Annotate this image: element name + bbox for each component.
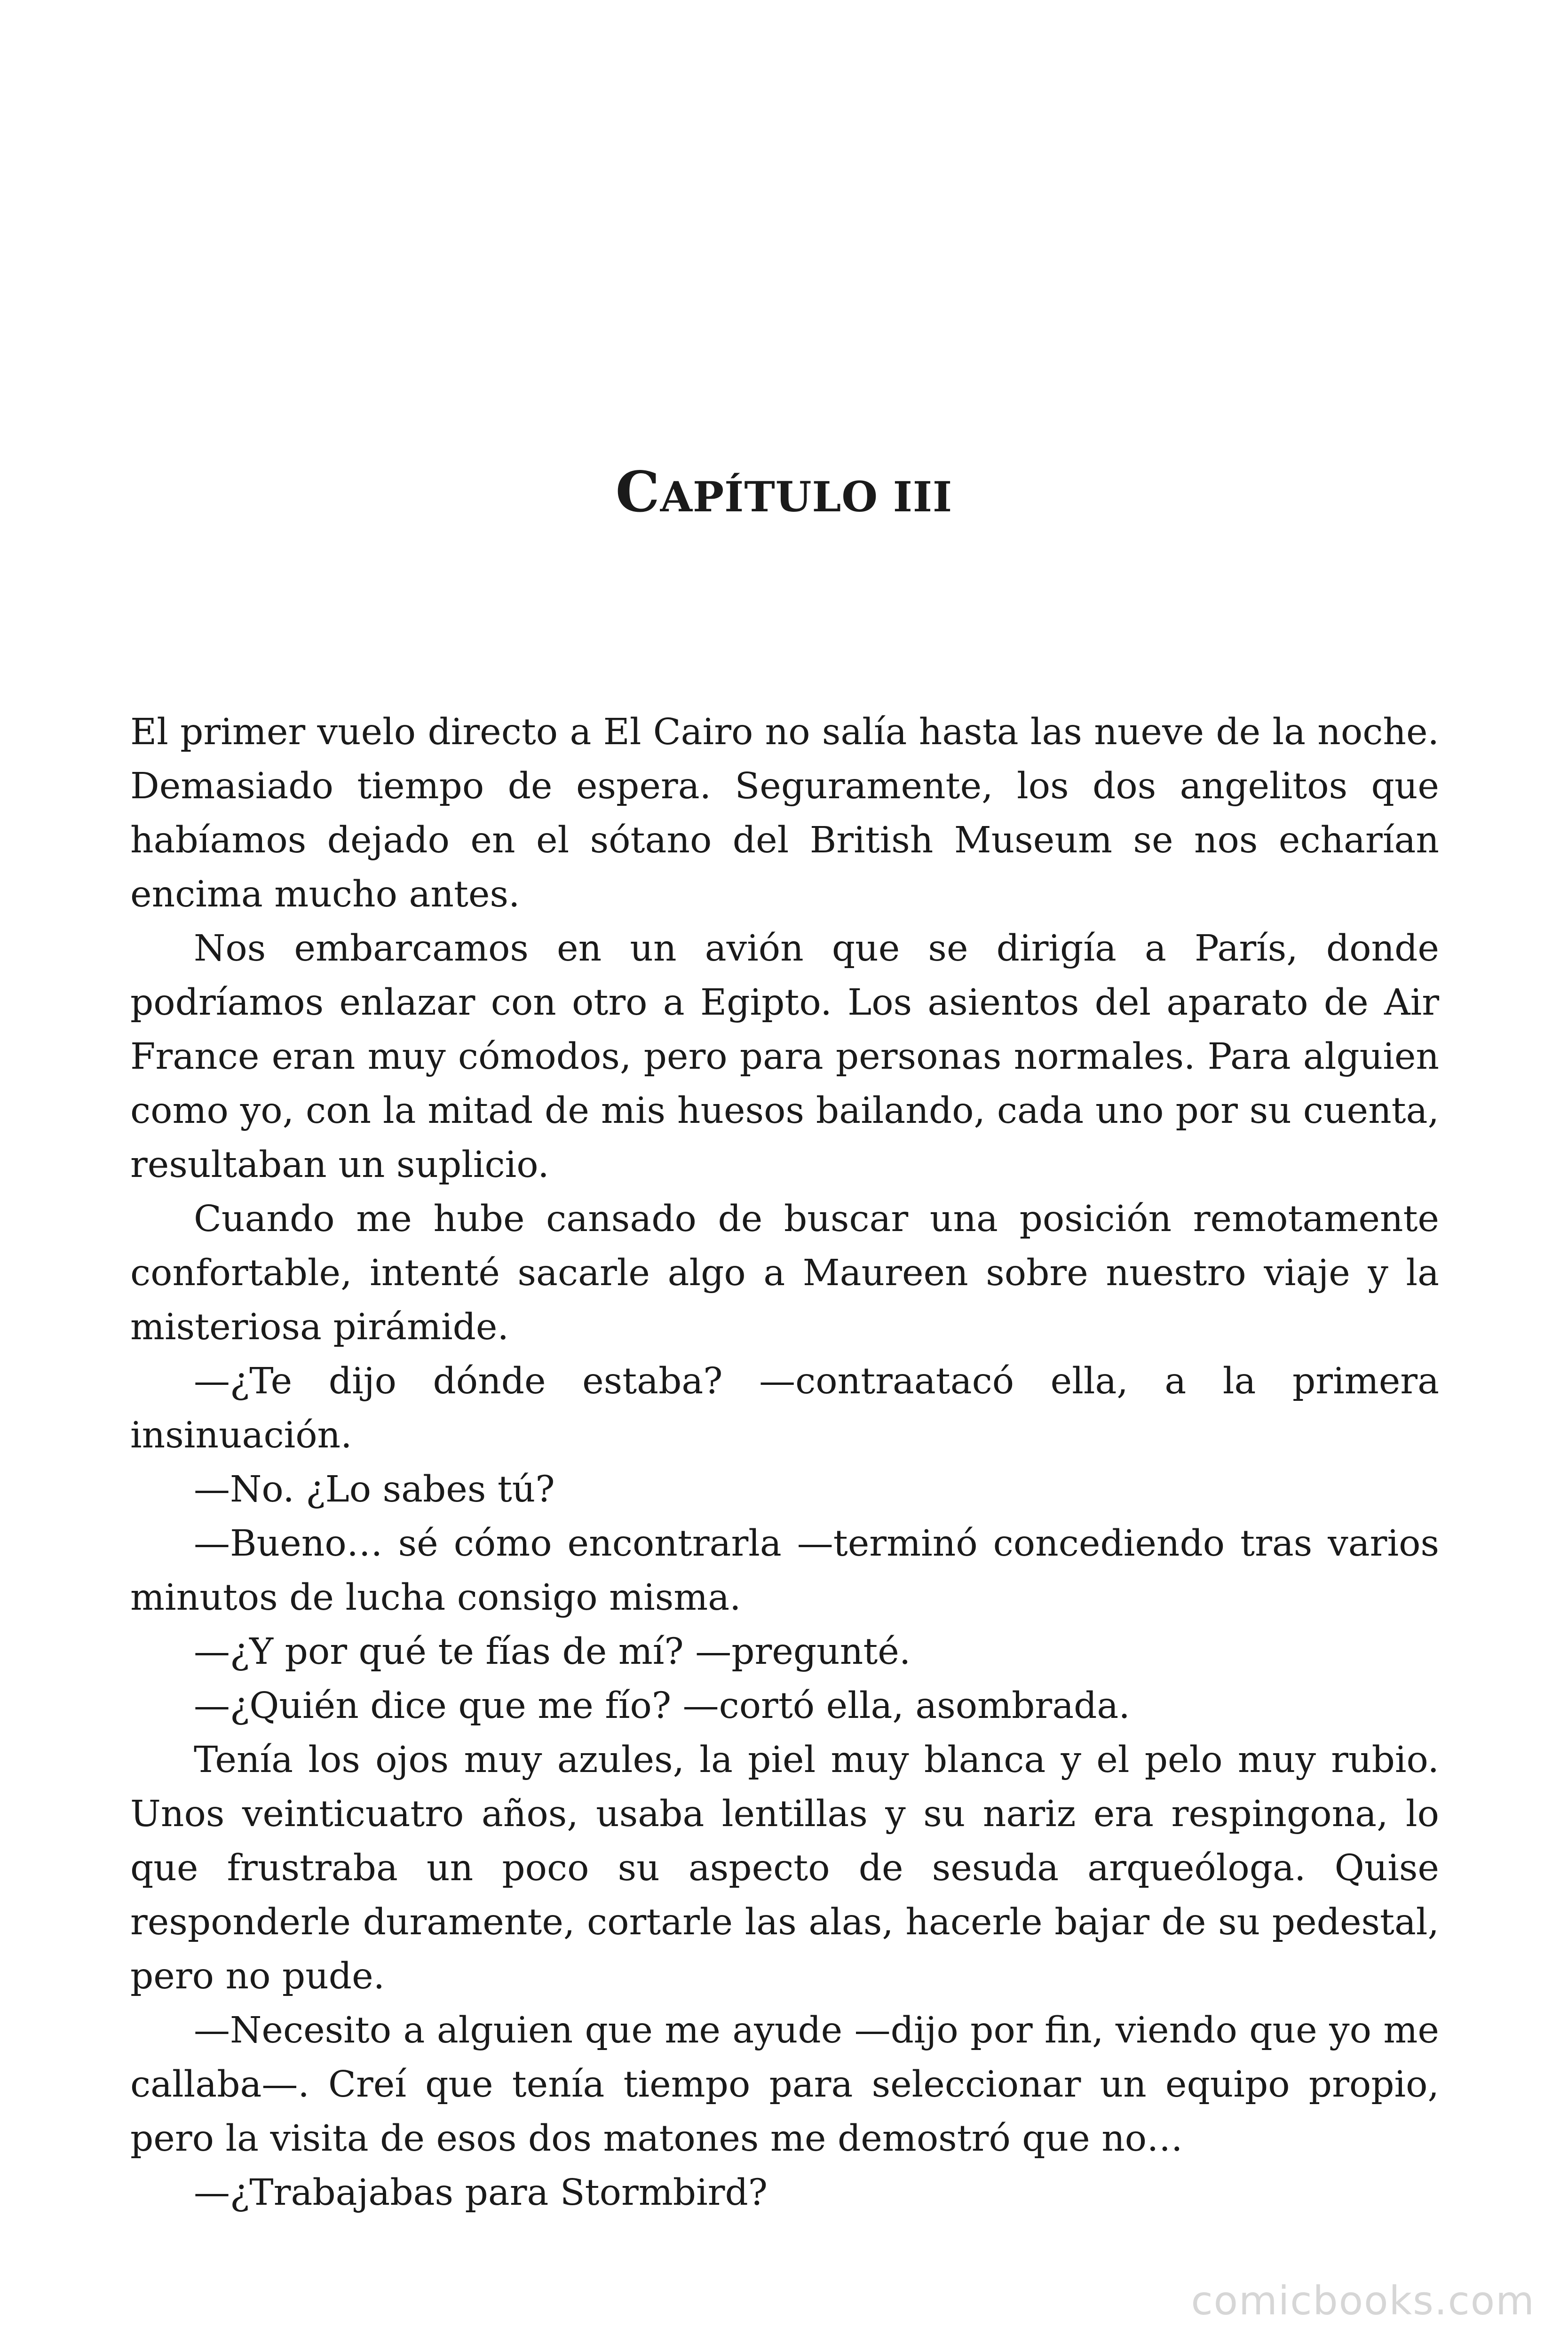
chapter-title xyxy=(0,459,1568,525)
paragraph: Nos embarcamos en un avión que se dirigía a París, donde podríamos enlazar con otro a Egipto. Los asientos del aparato de Air France eran muy cómodos, pero para personas normales. Para alguien como yo, con la mitad de mis huesos bailando, cada uno por su cuenta, resultaban un suplicio. xyxy=(130,928,1439,1186)
paragraph: —¿Trabajabas para Stormbird? xyxy=(194,2172,768,2214)
chapter-body xyxy=(130,705,1439,2220)
paragraph: El primer vuelo directo a El Cairo no salía hasta las nueve de la noche. Demasiado tiempo de espera. Seguramente, los dos angelitos que habíamos dejado en el sótano del British Museum se nos echarían encima mucho antes. xyxy=(130,711,1439,915)
paragraph: —No. ¿Lo sabes tú? xyxy=(194,1469,555,1510)
paragraph: —¿Quién dice que me fío? —cortó ella, asombrada. xyxy=(194,1685,1130,1727)
chapter-title-rest: APÍTULO III xyxy=(660,472,953,521)
watermark: comicbooks.com xyxy=(1191,2278,1535,2324)
paragraph: Tenía los ojos muy azules, la piel muy blanca y el pelo muy rubio. Unos veinticuatro años, usaba lentillas y su nariz era respingona, lo que frustraba un poco su aspecto de sesuda arqueóloga. Quise responderle duramente, cortarle las alas, hacerle bajar de su pedestal, pero no pude. xyxy=(130,1739,1439,1997)
chapter-title-initial: C xyxy=(615,459,660,524)
paragraph: —Necesito a alguien que me ayude —dijo por fin, viendo que yo me callaba—. Creí que tenía tiempo para seleccionar un equipo propio, pero la visita de esos dos matones me demostró que no… xyxy=(130,2010,1439,2160)
paragraph: —Bueno… sé cómo encontrarla —terminó concediendo tras varios minutos de lucha consigo misma. xyxy=(130,1523,1439,1619)
paragraph: Cuando me hube cansado de buscar una posición remotamente confortable, intenté sacarle algo a Maureen sobre nuestro viaje y la misteriosa pirámide. xyxy=(130,1198,1439,1348)
paragraph: —¿Y por qué te fías de mí? —pregunté. xyxy=(194,1631,911,1673)
paragraph: —¿Te dijo dónde estaba? —contraatacó ella, a la primera insinuación. xyxy=(130,1360,1439,1456)
